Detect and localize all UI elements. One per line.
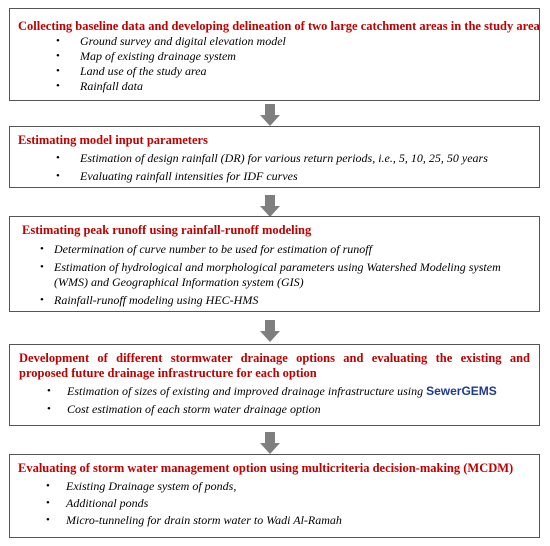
- step-box-1: [9, 8, 540, 101]
- list-item: • Estimation of design rainfall (DR) for various return periods, i.e., 5, 10, 25, 50 years: [56, 151, 488, 165]
- bullet-icon: •: [56, 170, 60, 182]
- bullet-icon: •: [46, 480, 50, 492]
- list-item: • Existing Drainage system of ponds,: [46, 479, 237, 493]
- bullet-icon: •: [40, 261, 44, 273]
- list-item: • Micro-tunneling for drain storm water to Wadi Al-Ramah: [46, 513, 342, 527]
- step-items-4: [47, 384, 530, 417]
- step-title-2: Estimating model input parameters: [18, 133, 208, 147]
- list-item: • Evaluating rainfall intensities for IDF curves: [56, 169, 298, 183]
- step-items-1: [56, 34, 531, 94]
- list-item: • Additional ponds: [46, 496, 149, 510]
- step-title-4: Development of different stormwater drainage options and evaluating the existing and proposed future drainage infrastructure for each option: [19, 351, 530, 380]
- down-arrow-icon: [260, 195, 280, 217]
- bullet-icon: •: [46, 497, 50, 509]
- step-title-5: Evaluating of storm water management option using multicriteria decision-making (MCDM): [18, 461, 514, 475]
- step-title-1: Collecting baseline data and developing delineation of two large catchment areas in the study area: [18, 19, 540, 33]
- bullet-icon: •: [56, 152, 60, 164]
- down-arrow-icon: [260, 320, 280, 342]
- list-item: • Cost estimation of each storm water drainage option: [47, 402, 321, 416]
- bullet-icon: •: [56, 35, 60, 47]
- list-item: • Rainfall data: [56, 79, 143, 93]
- bullet-icon: •: [47, 403, 51, 415]
- list-item: • Map of existing drainage system: [56, 49, 236, 63]
- bullet-icon: •: [40, 294, 44, 306]
- list-item: • Land use of the study area: [56, 64, 207, 78]
- step-items-3: [40, 242, 531, 308]
- bullet-icon: •: [56, 65, 60, 77]
- bullet-icon: •: [46, 514, 50, 526]
- list-item: • Rainfall-runoff modeling using HEC-HMS: [40, 293, 259, 307]
- list-item: • Estimation of hydrological and morphological parameters using Watershed Modeling system (WMS) and Geographical Information system (GIS): [40, 260, 501, 289]
- step-items-5: [46, 479, 531, 528]
- bullet-icon: •: [56, 80, 60, 92]
- down-arrow-icon: [260, 104, 280, 126]
- bullet-icon: •: [47, 385, 51, 397]
- step-box-2: [9, 126, 540, 188]
- down-arrow-icon: [260, 432, 280, 454]
- step-items-2: [56, 151, 531, 184]
- step-box-3: [9, 216, 540, 312]
- step-box-5: [9, 454, 540, 538]
- step-box-4: [9, 344, 540, 426]
- list-item: • Determination of curve number to be used for estimation of runoff: [40, 242, 372, 256]
- list-item: • Ground survey and digital elevation model: [56, 34, 286, 48]
- list-item: • Estimation of sizes of existing and improved drainage infrastructure using SewerGEMS: [47, 384, 497, 398]
- bullet-icon: •: [56, 50, 60, 62]
- software-name: SewerGEMS: [426, 384, 497, 398]
- step-title-3: Estimating peak runoff using rainfall-runoff modeling: [22, 223, 312, 237]
- bullet-icon: •: [40, 243, 44, 255]
